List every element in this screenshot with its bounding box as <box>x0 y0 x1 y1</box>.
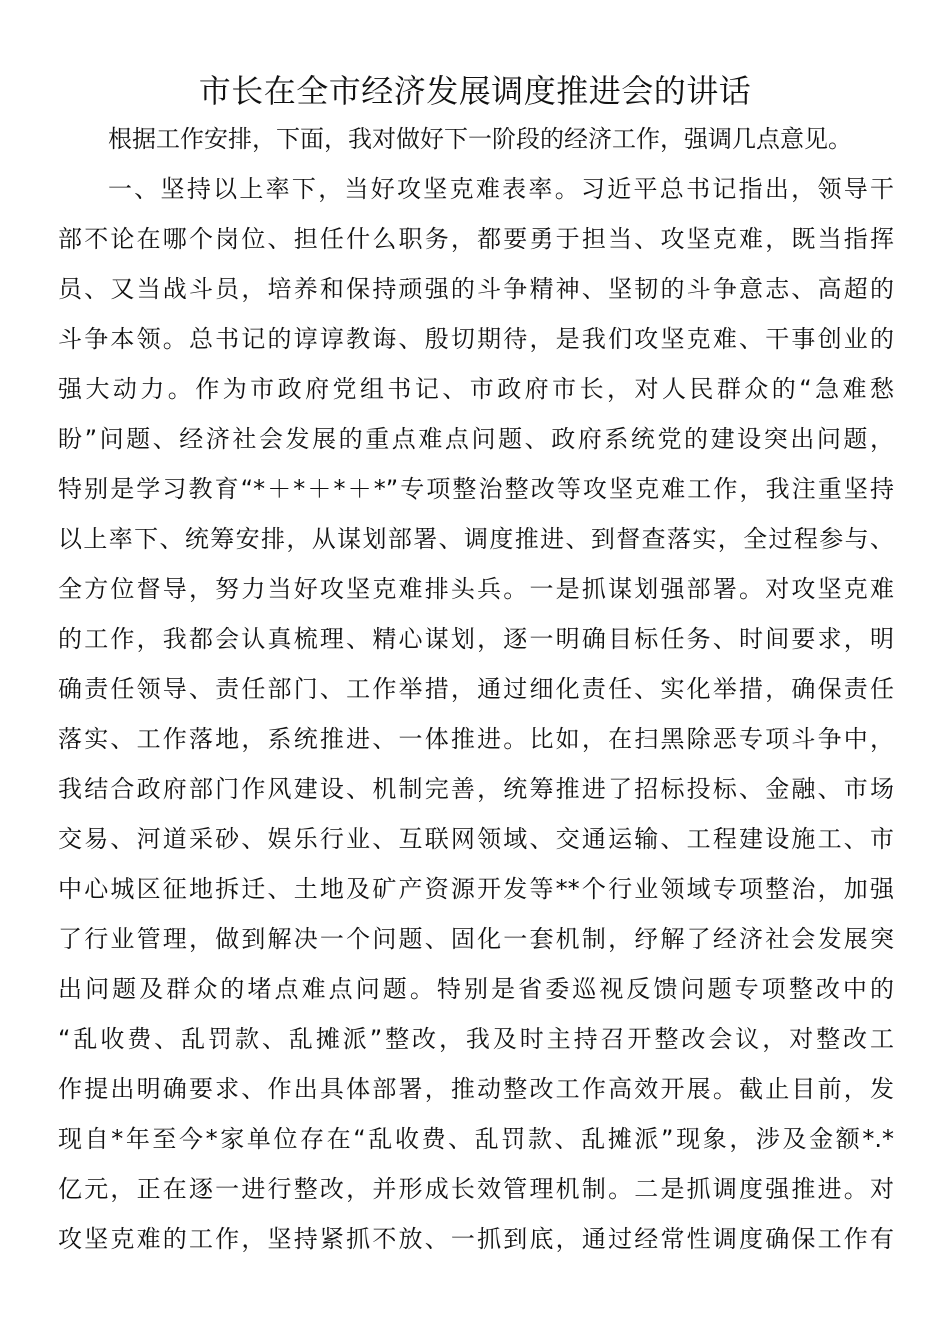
body-line: 攻坚克难的工作，坚持紧抓不放、一抓到底，通过经常性调度确保工作有 <box>58 1225 894 1253</box>
body-line: 出问题及群众的堵点难点问题。特别是省委巡视反馈问题专项整改中的 <box>58 975 894 1003</box>
body-line: “乱收费、乱罚款、乱摊派”整改，我及时主持召开整改会议，对整改工 <box>58 1025 894 1053</box>
body-line: 交易、河道采砂、娱乐行业、互联网领域、交通运输、工程建设施工、市 <box>58 825 894 853</box>
body-line: 我结合政府部门作风建设、机制完善，统筹推进了招标投标、金融、市场 <box>58 775 894 803</box>
body-line: 落实、工作落地，系统推进、一体推进。比如，在扫黑除恶专项斗争中， <box>58 725 894 753</box>
body-line: 亿元，正在逐一进行整改，并形成长效管理机制。二是抓调度强推进。对 <box>58 1175 894 1203</box>
body-line: 中心城区征地拆迁、土地及矿产资源开发等**个行业领域专项整治，加强 <box>58 875 894 903</box>
body-line: 的工作，我都会认真梳理、精心谋划，逐一明确目标任务、时间要求，明 <box>58 625 894 653</box>
body-line: 盼”问题、经济社会发展的重点难点问题、政府系统党的建设突出问题， <box>58 425 894 453</box>
body-line: 斗争本领。总书记的谆谆教诲、殷切期待，是我们攻坚克难、干事创业的 <box>58 325 894 353</box>
body-line: 以上率下、统筹安排，从谋划部署、调度推进、到督查落实，全过程参与、 <box>58 525 894 553</box>
body-line: 了行业管理，做到解决一个问题、固化一套机制，纾解了经济社会发展突 <box>58 925 894 953</box>
body-line: 员、又当战斗员，培养和保持顽强的斗争精神、坚韧的斗争意志、高超的 <box>58 275 894 303</box>
document-title: 市长在全市经济发展调度推进会的讲话 <box>198 72 752 110</box>
body-line: 一、坚持以上率下，当好攻坚克难表率。习近平总书记指出，领导干 <box>108 175 894 203</box>
body-line-intro: 根据工作安排，下面，我对做好下一阶段的经济工作，强调几点意见。 <box>108 125 852 153</box>
body-line: 全方位督导，努力当好攻坚克难排头兵。一是抓谋划强部署。对攻坚克难 <box>58 575 894 603</box>
body-line: 确责任领导、责任部门、工作举措，通过细化责任、实化举措，确保责任 <box>58 675 894 703</box>
body-line: 现自*年至今*家单位存在“乱收费、乱罚款、乱摊派”现象，涉及金额*.* <box>58 1125 894 1153</box>
body-line: 作提出明确要求、作出具体部署，推动整改工作高效开展。截止目前，发 <box>58 1075 894 1103</box>
body-line: 特别是学习教育“*＋*＋*＋*”专项整治整改等攻坚克难工作，我注重坚持 <box>58 475 894 503</box>
body-line: 强大动力。作为市政府党组书记、市政府市长，对人民群众的“急难愁 <box>58 375 894 403</box>
body-line: 部不论在哪个岗位、担任什么职务，都要勇于担当、攻坚克难，既当指挥 <box>58 225 894 253</box>
